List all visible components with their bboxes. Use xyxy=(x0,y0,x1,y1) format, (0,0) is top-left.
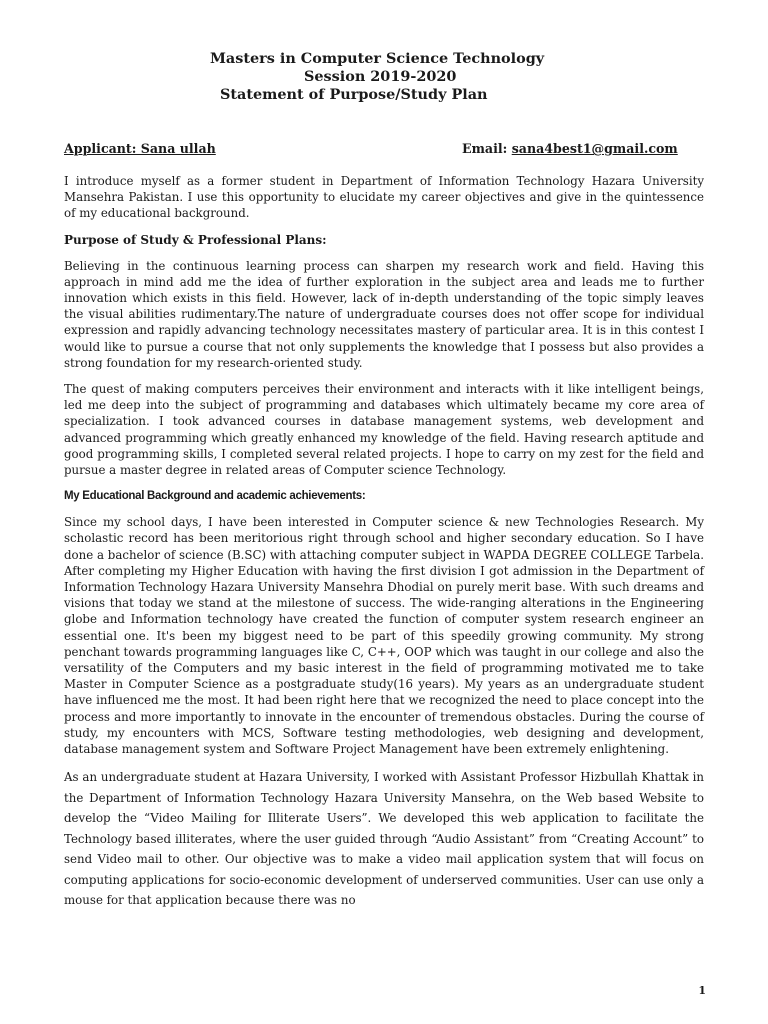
purpose-paragraph-2: The quest of making computers perceives their environment and interacts with it like intelligent beings, led me deep into the subject of programming and databases which ultimately became my core area of specialization. I took advanced courses in database management systems, web development and advanced programming which greatly enhanced my knowledge of the field. Having research aptitude and good programming skills, I completed several related projects. I hope to carry on my zest for the field and pursue a master degree in related areas of Computer science Technology. xyxy=(64,382,704,478)
document-page xyxy=(64,0,704,1024)
email-block xyxy=(462,141,678,157)
email-label: Email: xyxy=(462,141,508,156)
document-body xyxy=(64,173,704,921)
education-paragraph-1: Since my school days, I have been interested in Computer science & new Technologies Research. My scholastic record has been meritorious right through school and higher secondary education. So I have done a bachelor of science (B.SC) with attaching computer subject in WAPDA DEGREE COLLEGE Tarbela. After completing my Higher Education with having the first division I got admission in the Department of Information Technology Hazara University Mansehra Dhodial on purely merit base. With such dreams and visions that today we stand at the milestone of success. The wide-ranging alterations in the Engineering globe and Information technology have created the function of computer system research engineer an essential one. It's been my biggest need to be part of this speedily growing community. My strong penchant towards programming languages like C, C++, OOP which was taught in our college and also the versatility of the Computers and my basic interest in the field of programming motivated me to take Master in Computer Science as a postgraduate study(16 years). My years as an undergraduate student have influenced me the most. It had been right here that we recognized the need to place concept into the process and more importantly to innovate in the encounter of tremendous obstacles. During the course of study, my encounters with MCS, Software testing methodologies, web designing and development, database management system and Software Project Management have been extremely enlightening. xyxy=(64,515,704,757)
title-block xyxy=(64,50,704,104)
purpose-heading: Purpose of Study & Professional Plans: xyxy=(64,232,327,247)
program-title: Masters in Computer Science Technology xyxy=(210,50,545,67)
education-heading: My Educational Background and academic achievements: xyxy=(64,490,366,503)
session-title: Session 2019-2020 xyxy=(304,68,457,85)
purpose-paragraph-1: Believing in the continuous learning process can sharpen my research work and field. Having this approach in mind add me the idea of further exploration in the subject area and leads me to further innovation which exists in this field. However, lack of in-depth understanding of the topic simply leaves the visual abilities rudimentary.The nature of undergraduate courses does not offer scope for individual expression and rapidly advancing technology necessitates mastery of particular area. It is in this contest I would like to pursue a course that not only supplements the knowledge that I possess but also provides a strong foundation for my research-oriented study. xyxy=(64,258,704,370)
email-link[interactable]: sana4best1@gmail.com xyxy=(511,141,678,156)
page-number: 1 xyxy=(698,984,706,997)
intro-paragraph: I introduce myself as a former student in Department of Information Technology Hazara University Mansehra Pakistan. I use this opportunity to elucidate my career objectives and give in the quintessence of my educational background. xyxy=(64,174,704,221)
document-title: Statement of Purpose/Study Plan xyxy=(220,86,488,103)
education-paragraph-2: As an undergraduate student at Hazara University, I worked with Assistant Professor Hizbullah Khattak in the Department of Information Technology Hazara University Mansehra, on the Web based Website to develop the “Video Mailing for Illiterate Users”. We developed this web application to facilitate the Technology based illiterates, where the user guided through “Audio Assistant” from “Creating Account” to send Video mail to other. Our objective was to make a video mail application system that will focus on computing applications for socio-economic development of underserved communities. User can use only a mouse for that application because there was no xyxy=(64,770,704,908)
applicant-name: Applicant: Sana ullah xyxy=(64,141,216,156)
